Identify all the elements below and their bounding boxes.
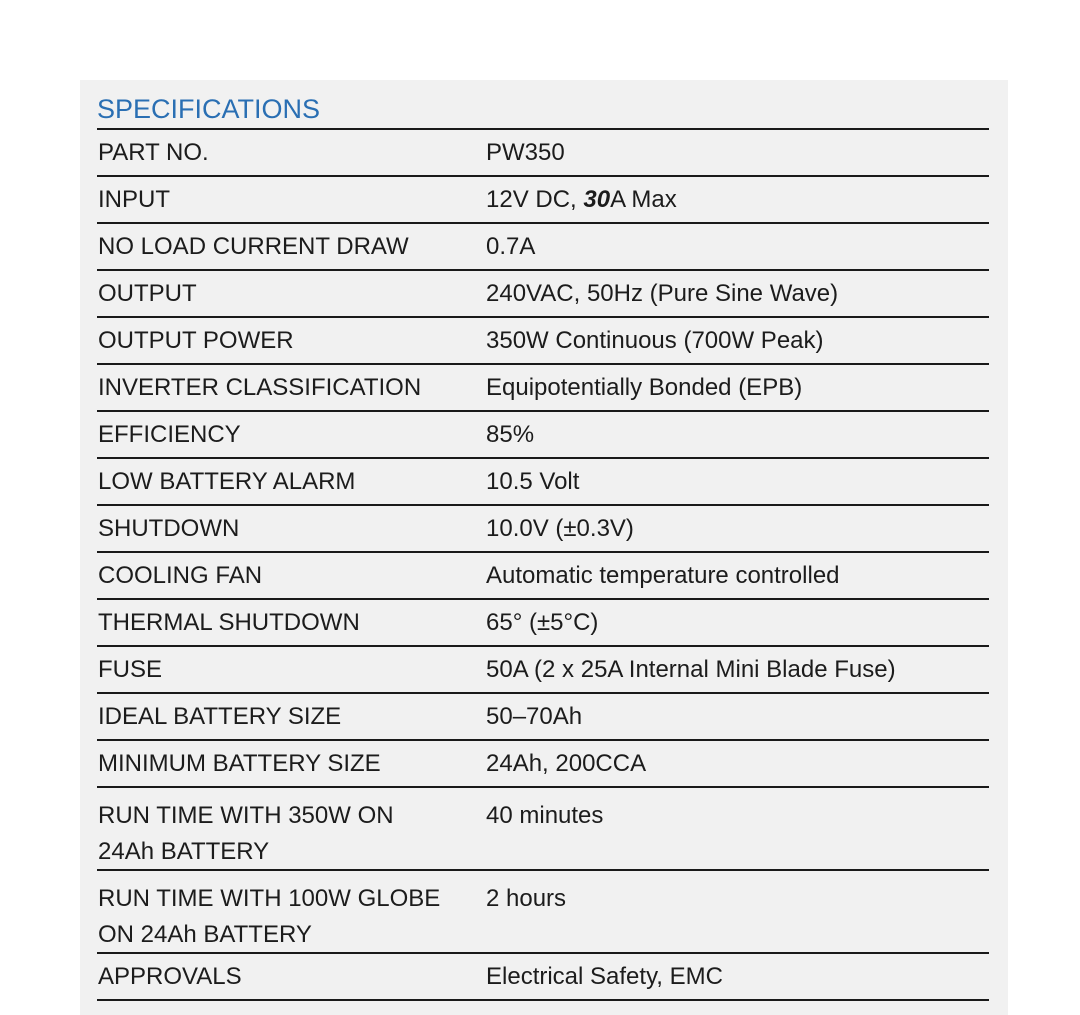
spec-value: 10.0V (±0.3V) bbox=[486, 514, 634, 542]
spec-label: OUTPUT POWER bbox=[98, 326, 294, 354]
spec-label: COOLING FAN bbox=[98, 561, 263, 589]
spec-label: MINIMUM BATTERY SIZE bbox=[98, 749, 381, 777]
table-divider bbox=[97, 999, 989, 1001]
spec-label: EFFICIENCY bbox=[98, 420, 241, 448]
spec-value: 50–70Ah bbox=[486, 702, 583, 730]
spec-value-part: 12V DC, bbox=[486, 185, 584, 213]
spec-value: 65° (±5°C) bbox=[486, 608, 599, 636]
spec-value: 50A (2 x 25A Internal Mini Blade Fuse) bbox=[486, 655, 896, 683]
spec-label-line: RUN TIME WITH 350W ON bbox=[98, 802, 394, 829]
spec-row-ideal-battery-size bbox=[97, 694, 989, 739]
spec-value: 0.7A bbox=[486, 232, 536, 260]
spec-label: LOW BATTERY ALARM bbox=[98, 467, 356, 495]
spec-label: NO LOAD CURRENT DRAW bbox=[98, 232, 409, 260]
spec-label: INPUT bbox=[98, 185, 170, 213]
spec-row-approvals bbox=[97, 954, 989, 999]
spec-value: Electrical Safety, EMC bbox=[486, 962, 723, 990]
spec-value: 24Ah, 200CCA bbox=[486, 749, 647, 777]
spec-row-efficiency bbox=[97, 412, 989, 457]
spec-value: 40 minutes bbox=[486, 802, 604, 829]
spec-label: APPROVALS bbox=[98, 962, 242, 990]
spec-row-output-power bbox=[97, 318, 989, 363]
spec-row-input bbox=[97, 177, 989, 222]
spec-label bbox=[97, 881, 486, 953]
spec-value: PW350 bbox=[486, 138, 565, 166]
spec-label: IDEAL BATTERY SIZE bbox=[98, 702, 342, 730]
spec-label: INVERTER CLASSIFICATION bbox=[98, 373, 422, 401]
spec-value-emphasis: 30 bbox=[583, 185, 611, 213]
spec-row-shutdown bbox=[97, 506, 989, 551]
spec-label: FUSE bbox=[98, 655, 163, 683]
spec-value: 350W Continuous (700W Peak) bbox=[486, 326, 824, 354]
spec-value-part: A Max bbox=[610, 185, 677, 213]
spec-row-no-load-current bbox=[97, 224, 989, 269]
spec-row-run-time-100w bbox=[97, 871, 989, 952]
spec-label: OUTPUT bbox=[98, 279, 197, 307]
spec-row-output bbox=[97, 271, 989, 316]
spec-table bbox=[97, 128, 989, 1001]
spec-value: Automatic temperature controlled bbox=[486, 561, 840, 589]
spec-row-thermal-shutdown bbox=[97, 600, 989, 645]
spec-row-low-battery-alarm bbox=[97, 459, 989, 504]
spec-value: 85% bbox=[486, 420, 535, 448]
spec-label-line: RUN TIME WITH 100W GLOBE bbox=[98, 885, 441, 912]
spec-value: 2 hours bbox=[486, 885, 567, 912]
spec-value bbox=[486, 186, 989, 214]
spec-label-line: 24Ah BATTERY bbox=[98, 838, 270, 865]
spec-label: THERMAL SHUTDOWN bbox=[98, 608, 360, 636]
spec-row-minimum-battery-size bbox=[97, 741, 989, 786]
spec-row-fuse bbox=[97, 647, 989, 692]
spec-value: 240VAC, 50Hz (Pure Sine Wave) bbox=[486, 279, 839, 307]
spec-label-line: ON 24Ah BATTERY bbox=[98, 921, 312, 948]
spec-row-part-no bbox=[97, 130, 989, 175]
spec-row-run-time-350w bbox=[97, 788, 989, 869]
spec-label: SHUTDOWN bbox=[98, 514, 240, 542]
spec-row-cooling-fan bbox=[97, 553, 989, 598]
spec-label: PART NO. bbox=[98, 138, 209, 166]
spec-value: Equipotentially Bonded (EPB) bbox=[486, 373, 803, 401]
spec-label bbox=[97, 798, 486, 870]
spec-value: 10.5 Volt bbox=[486, 467, 580, 495]
spec-title: SPECIFICATIONS bbox=[97, 94, 321, 124]
spec-row-inverter-classification bbox=[97, 365, 989, 410]
